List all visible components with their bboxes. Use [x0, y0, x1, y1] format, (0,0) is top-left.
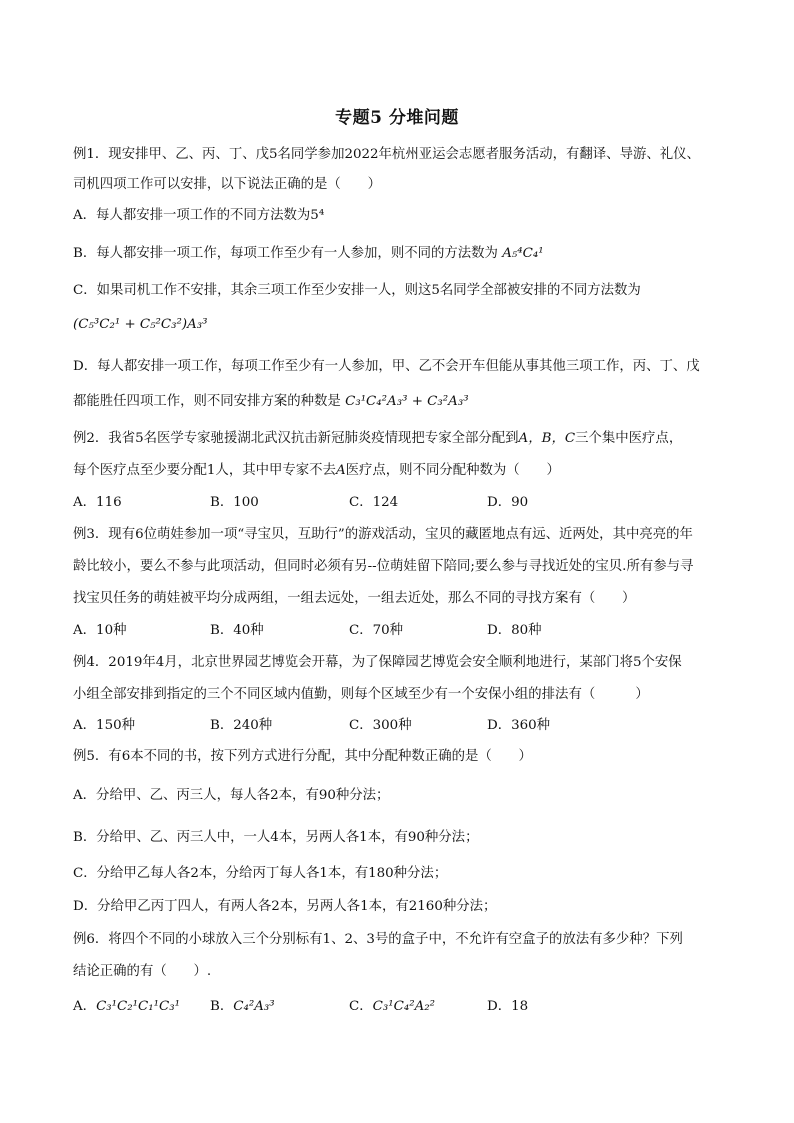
q1-stem-line1: 例1．现安排甲、乙、丙、丁、戊5名同学参加2022年杭州亚运会志愿者服务活动，有翻译、导游、礼仪、	[73, 147, 700, 162]
q6-stem-line2: 结论正确的有（ ）.	[73, 964, 212, 979]
q5-option-d: D．分给甲乙丙丁四人，有两人各2本，另两人各1本，有2160种分法；	[73, 899, 497, 914]
q4-option-d: D．360种	[487, 718, 551, 733]
q5-option-c: C．分给甲乙每人各2本，分给丙丁每人各1本，有180种分法；	[73, 866, 448, 881]
q4-option-a: A．150种	[73, 718, 136, 733]
q2-stem-points: A，B，C	[518, 431, 576, 446]
q6-option-c-label: C．	[349, 999, 373, 1014]
q3-option-c: C．70种	[349, 623, 404, 638]
q1-option-d-line2	[73, 393, 733, 411]
q2-stem-text-b: 三个集中医疗点，	[575, 431, 683, 446]
q2-option-d: D．90	[487, 495, 529, 510]
q5-option-b: B．分给甲、乙、丙三人中，一人4本，另两人各1本，有90种分法；	[73, 830, 479, 845]
q3-stem-line2: 龄比较小，要么不参与此项活动，但同时必须有另--位萌娃留下陪同;要么参与寻找近处的宝贝.所有参与寻	[73, 559, 694, 574]
q3-option-b: B．40种	[210, 623, 264, 638]
q4-option-c: C．300种	[349, 718, 412, 733]
q2-stem-line2	[73, 462, 733, 480]
q2-option-a: A．116	[73, 495, 122, 510]
q3-stem-line1: 例3．现有6位萌娃参加一项“寻宝贝，互助行”的游戏活动，宝贝的藏匿地点有远、近两处，其中亮亮的年	[73, 527, 693, 542]
q1-option-b-formula: A₅⁴C₄¹	[502, 246, 544, 261]
q2-option-b: B．100	[210, 495, 259, 510]
q1-stem-line2: 司机四项工作可以安排，以下说法正确的是（ ）	[73, 177, 381, 192]
q6-option-c	[349, 998, 435, 1016]
q3-option-d: D．80种	[487, 623, 542, 638]
q2-stem-line1	[73, 430, 733, 448]
q5-stem: 例5．有6本不同的书，按下列方式进行分配，其中分配种数正确的是（ ）	[73, 749, 532, 764]
q6-option-b-label: B．	[210, 999, 234, 1014]
q2-stem-text-c: 每个医疗点至少要分配1人，其中甲专家不去	[73, 463, 336, 478]
q2-stem-point-a: A	[335, 463, 346, 478]
q4-option-b: B．240种	[210, 718, 273, 733]
q1-option-d-line1: D．每人都安排一项工作，每项工作至少有一人参加，甲、乙不会开车但能从事其他三项工作，丙、丁、戊	[73, 359, 700, 374]
q3-stem-line3: 找宝贝任务的萌娃被平均分成两组，一组去远处，一组去近处，那么不同的寻找方案有（ ）	[73, 591, 636, 606]
q1-option-c: C．如果司机工作不安排，其余三项工作至少安排一人，则这5名同学全部被安排的不同方法数为	[73, 283, 641, 298]
page-title: 专题5 分堆问题	[335, 108, 459, 128]
q1-option-c-formula-text: (C₅³C₂¹ + C₅²C₃²)A₃³	[73, 317, 208, 332]
q1-option-a: A．每人都安排一项工作的不同方法数为5⁴	[73, 208, 325, 223]
q6-option-d: D．18	[487, 999, 529, 1014]
q2-stem-text-d: 医疗点，则不同分配种数为（ ）	[345, 463, 560, 478]
q5-option-a: A．分给甲、乙、丙三人，每人各2本，有90种分法；	[73, 788, 390, 803]
q6-option-a-label: A．	[73, 999, 97, 1014]
q2-stem-text-a: 例2．我省5名医学专家驰援湖北武汉抗击新冠肺炎疫情现把专家全部分配到	[73, 431, 519, 446]
q1-option-b	[73, 245, 733, 263]
q1-option-d-formula: C₃¹C₄²A₃³ + C₃²A₃³	[345, 394, 469, 409]
q6-option-a-formula: C₃¹C₂¹C₁¹C₃¹	[96, 999, 180, 1014]
q6-option-c-formula: C₃¹C₄²A₂²	[372, 999, 436, 1014]
q1-option-b-text: B．每人都安排一项工作，每项工作至少有一人参加，则不同的方法数为	[73, 246, 498, 261]
q3-option-a: A．10种	[73, 623, 127, 638]
q1-option-d-text: 都能胜任四项工作，则不同安排方案的种数是	[73, 394, 341, 409]
q6-option-b-formula: C₄²A₃³	[233, 999, 275, 1014]
q6-option-b	[210, 998, 275, 1016]
q6-stem-line1: 例6．将四个不同的小球放入三个分别标有1、2、3号的盒子中，不允许有空盒子的放法有多少种？下列	[73, 932, 683, 947]
q4-stem-line2: 小组全部安排到指定的三个不同区域内值勤，则每个区域至少有一个安保小组的排法有（ ）	[73, 687, 649, 702]
q2-option-c: C．124	[349, 495, 399, 510]
q4-stem-line1: 例4．2019年4月，北京世界园艺博览会开幕，为了保障园艺博览会安全顺利地进行，某部门将5个安保	[73, 655, 682, 670]
q6-option-a	[73, 998, 180, 1016]
q1-option-c-formula	[73, 316, 733, 334]
